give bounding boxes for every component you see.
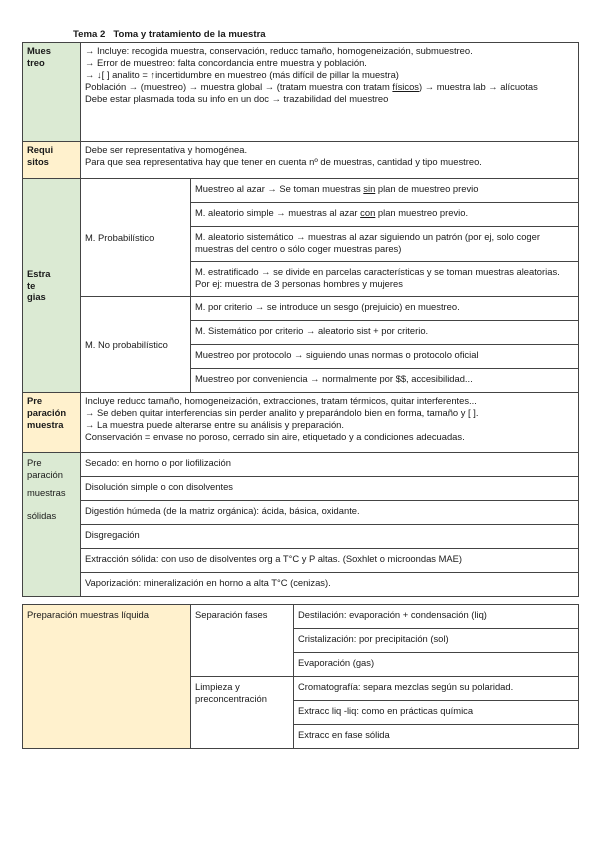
solidas-item: Secado: en horno o por liofilización: [81, 453, 579, 477]
probabilistico-item: M. aleatorio sistemático → muestras al azar siguiendo un patrón (por ej, solo coger muestras del centro o sólo coger muestras pares): [191, 227, 579, 262]
muestreo-line: → Error de muestreo: falta concordancia entre muestra y población.: [85, 56, 367, 68]
liquidas-group-label: Separación fases: [191, 605, 294, 677]
liquidas-header: Preparación muestras líquida: [23, 605, 191, 749]
probabilistico-label: M. Probabilístico: [81, 179, 191, 297]
estrategia-row: [23, 297, 579, 321]
muestreo-row: [23, 43, 579, 142]
muestreo-content: [81, 43, 579, 142]
preparacion-muestra-row: [23, 393, 579, 453]
solidas-row: [23, 453, 579, 477]
muestreo-line: → Incluye: recogida muestra, conservación, reducc tamaño, homogeneización, submuestreo.: [85, 45, 473, 56]
liquidas-row: [23, 605, 579, 629]
liquidas-item: Extracc liq -liq: como en prácticas química: [294, 701, 579, 725]
liquidas-item: Cromatografía: separa mezclas según su polaridad.: [294, 677, 579, 701]
liquidas-group-label: Limpieza y preconcentración: [191, 677, 294, 749]
summary-table: [22, 42, 579, 597]
no-probabilistico-item: M. Sistemático por criterio → aleatorio sist + por criterio.: [191, 321, 579, 345]
preparacion-muestra-header: Pre paración muestra: [23, 393, 81, 453]
solidas-row: [23, 525, 579, 549]
liquidas-item: Evaporación (gas): [294, 653, 579, 677]
probabilistico-item: M. aleatorio simple → muestras al azar con plan muestreo previo.: [191, 203, 579, 227]
solidas-row: [23, 477, 579, 501]
probabilistico-item: Muestreo al azar → Se toman muestras sin plan de muestreo previo: [191, 179, 579, 203]
page-title: Tema 2 Toma y tratamiento de la muestra: [73, 29, 266, 40]
solidas-item: Digestión húmeda (de la matriz orgánica): ácida, básica, oxidante.: [81, 501, 579, 525]
muestreo-header: Mues treo: [23, 43, 81, 142]
muestreo-line: → ↓[ ] analito = ↑incertidumbre en muestreo (más difícil de pillar la muestra): [85, 68, 399, 80]
solidas-item: Extracción sólida: con uso de disolventes org a T°C y P altas. (Soxhlet o microondas MAE): [81, 549, 579, 573]
requisitos-row: [23, 142, 579, 179]
requisitos-header: Requi sitos: [23, 142, 81, 179]
no-probabilistico-item: Muestreo por protocolo → siguiendo unas normas o protocolo oficial: [191, 345, 579, 369]
solidas-item: Disolución simple o con disolventes: [81, 477, 579, 501]
preparacion-muestra-content: Incluye reducc tamaño, homogeneización, extracciones, tratam térmicos, quitar interferentes... → Se deben quitar interferencias sin perder analito y preparándolo bien en forma, tamaño y [ ]. → La muestra puede alterarse entre su análisis y preparación. Conservación = envase no poroso, cerrado sin aire, etiquetado y a condiciones adecuadas.: [81, 393, 579, 453]
estrategia-row: [23, 179, 579, 203]
solidas-item: Disgregación: [81, 525, 579, 549]
no-probabilistico-label: M. No probabilístico: [81, 297, 191, 393]
liquidas-table: [22, 604, 579, 749]
estrategias-header: Estra te gias: [23, 179, 81, 393]
muestreo-line: Debe estar plasmada toda su info en un doc → trazabilidad del muestreo: [85, 92, 389, 104]
solidas-row: [23, 573, 579, 597]
solidas-item: Vaporización: mineralización en horno a alta T°C (cenizas).: [81, 573, 579, 597]
requisitos-content: Debe ser representativa y homogénea. Para que sea representativa hay que tener en cuenta nº de muestras, cantidad y tipo muestreo.: [81, 142, 579, 179]
muestreo-line-poblacion: Población → (muestreo) → muestra global → (tratam muestra con tratam físicos) → muestra lab → alícuotas: [85, 80, 538, 92]
no-probabilistico-item: M. por criterio → se introduce un sesgo (prejuicio) en muestreo.: [191, 297, 579, 321]
solidas-header: Pre paración muestras sólidas: [23, 453, 81, 597]
liquidas-item: Extracc en fase sólida: [294, 725, 579, 749]
probabilistico-item: M. estratificado → se divide en parcelas características y se toman muestras aleatorias. Por ej: muestra de 3 personas hombres y mujeres: [191, 262, 579, 297]
solidas-row: [23, 501, 579, 525]
liquidas-item: Cristalización: por precipitación (sol): [294, 629, 579, 653]
solidas-row: [23, 549, 579, 573]
liquidas-item: Destilación: evaporación + condensación (liq): [294, 605, 579, 629]
no-probabilistico-item: Muestreo por conveniencia → normalmente por $$, accesibilidad...: [191, 369, 579, 393]
